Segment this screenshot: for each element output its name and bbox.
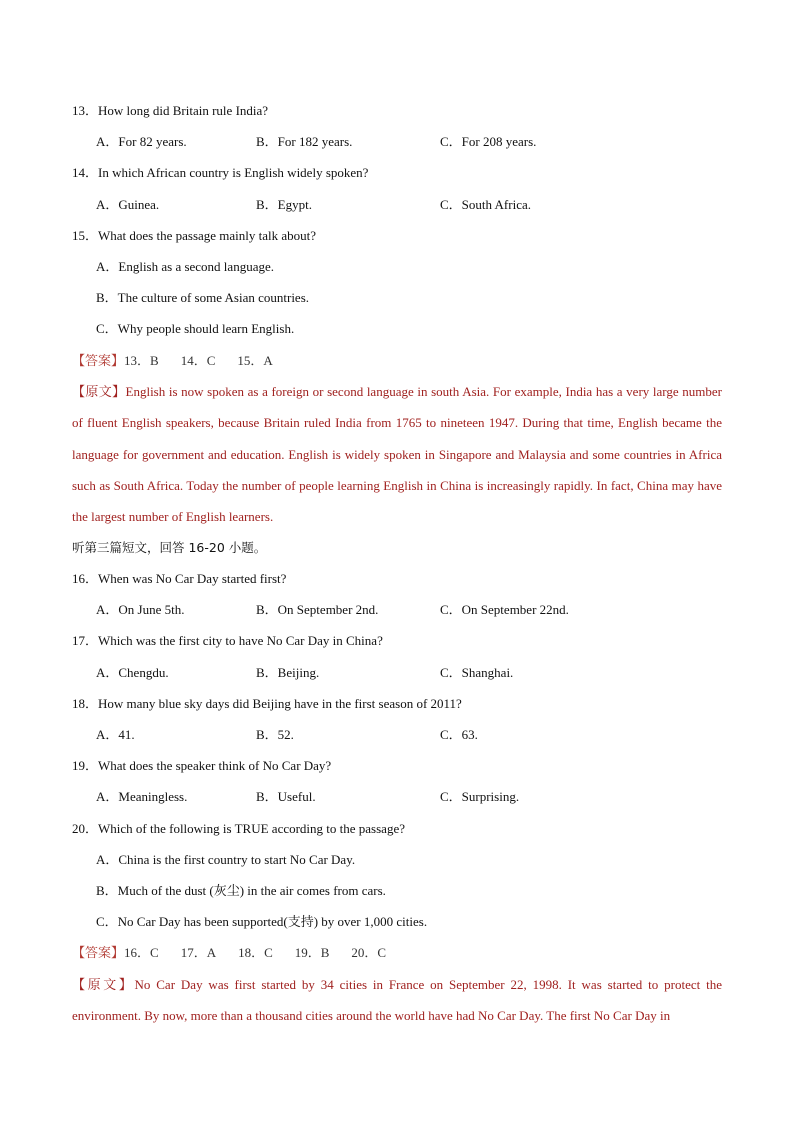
question-17-option-c: C．Shanghai. (440, 665, 514, 680)
question-13-option-b: B．For 182 years. (256, 134, 353, 149)
question-16-option-b: B．On September 2nd. (256, 602, 379, 617)
question-17-option-b: B．Beijing. (256, 665, 320, 680)
original-text: English is now spoken as a foreign or second language in south Asia. For example, India has a very large number of fluent English speakers, because Britain ruled India from 1765 to nineteen 1947. During that time, English became the language for government and education. English is widely spoken in Singapore and Malaysia and some countries in Africa such as South Africa. Today the number of people learning English in China is increasingly rapidly. In fact, China may have the largest number of English learners. (72, 384, 722, 525)
question-15-option-b: B．The culture of some Asian countries. (96, 290, 310, 305)
question-14-option-c: C．South Africa. (440, 197, 531, 212)
answer-item: 15．A (237, 353, 273, 368)
question-18-option-c: C．63. (440, 727, 478, 742)
question-18-option-b: B．52. (256, 727, 294, 742)
question-15-stem: 15．What does the passage mainly talk about? (72, 228, 317, 243)
section-3-heading: 听第三篇短文，回答 16-20 小题。 (72, 540, 267, 555)
question-20-stem: 20．Which of the following is TRUE according to the passage? (72, 821, 405, 836)
question-20-option-b: B．Much of the dust (灰尘) in the air comes from cars. (96, 883, 386, 898)
question-15-option-c: C．Why people should learn English. (96, 321, 295, 336)
answer-key-16-20 (72, 945, 408, 961)
answer-tag: 【答案】 (72, 945, 125, 960)
answer-item: 18．C (238, 945, 273, 960)
question-19-option-b: B．Useful. (256, 789, 316, 804)
question-20-option-a: A．China is the first country to start No Car Day. (96, 852, 356, 867)
question-17-option-a: A．Chengdu. (96, 665, 169, 680)
original-text: No Car Day was first started by 34 cities in France on September 22, 1998. It was started to protect the environment. By now, more than a thousand cities around the world have had No Car Day. The first No Car Day in (72, 977, 722, 1024)
answer-item: 20．C (351, 945, 387, 960)
question-19-stem: 19．What does the speaker think of No Car Day? (72, 758, 332, 773)
question-15-option-a: A．English as a second language. (96, 259, 274, 274)
question-14-stem: 14．In which African country is English widely spoken? (72, 165, 369, 180)
answer-item: 16．C (124, 945, 159, 960)
question-16-stem: 16．When was No Car Day started first? (72, 571, 287, 586)
question-13-option-a: A．For 82 years. (96, 134, 187, 149)
original-text-passage-3 (72, 969, 722, 1032)
answer-item: 13．B (124, 353, 159, 368)
answer-item: 17．A (180, 945, 217, 960)
original-text-passage-2 (72, 376, 722, 532)
question-18-stem: 18．How many blue sky days did Beijing have in the first season of 2011? (72, 696, 462, 711)
answer-tag: 【答案】 (72, 353, 125, 368)
question-13-stem: 13．How long did Britain rule India? (72, 103, 269, 118)
question-18-option-a: A．41. (96, 727, 135, 742)
question-20-option-c: C．No Car Day has been supported(支持) by over 1,000 cities. (96, 914, 428, 929)
question-16-option-a: A．On June 5th. (96, 602, 185, 617)
question-13-option-c: C．For 208 years. (440, 134, 537, 149)
question-16-option-c: C．On September 22nd. (440, 602, 569, 617)
answer-item: 19．B (294, 945, 330, 960)
question-14-option-a: A．Guinea. (96, 197, 160, 212)
answer-item: 14．C (180, 353, 216, 368)
question-19-option-c: C．Surprising. (440, 789, 520, 804)
original-tag: 【原文】 (72, 977, 135, 992)
original-tag: 【原文】 (72, 384, 126, 399)
answer-key-13-15 (72, 353, 295, 369)
question-19-option-a: A．Meaningless. (96, 789, 188, 804)
question-17-stem: 17．Which was the first city to have No Car Day in China? (72, 633, 383, 648)
question-14-option-b: B．Egypt. (256, 197, 312, 212)
